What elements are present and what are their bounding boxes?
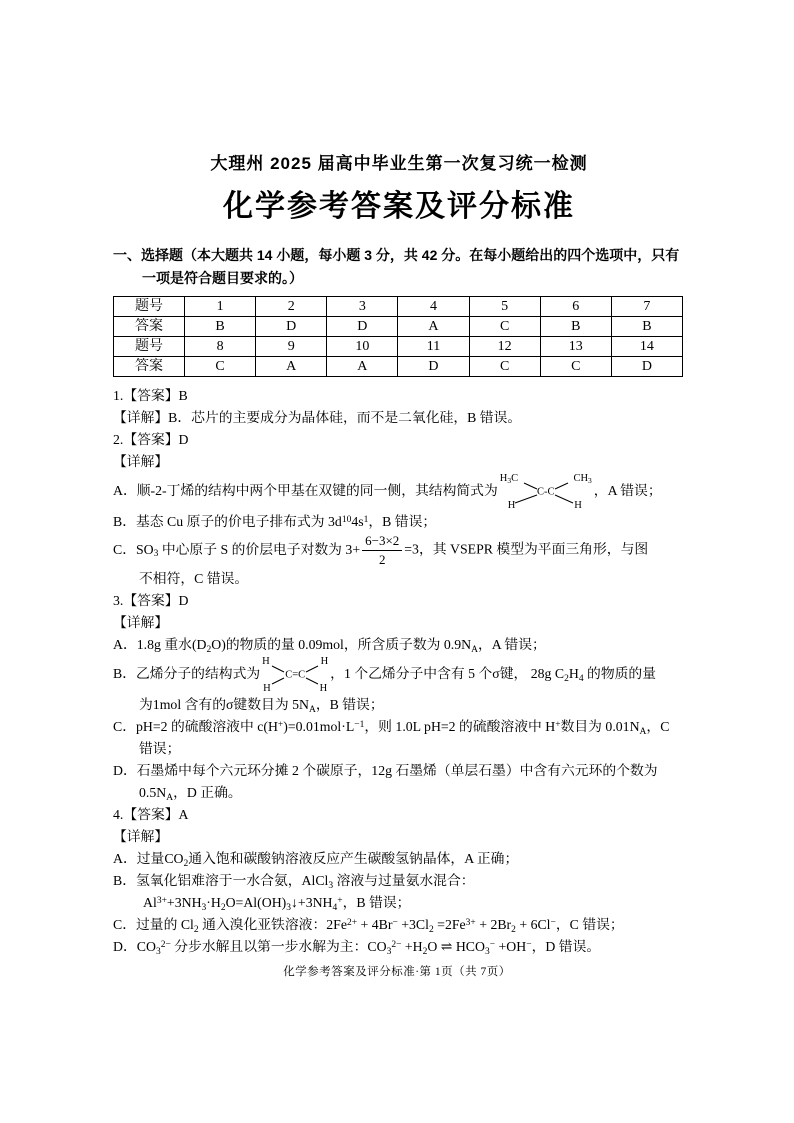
- carbon-backbone-label: C=C: [285, 669, 306, 681]
- table-header-cell: 题号: [114, 297, 185, 317]
- q4-answer-line: 4.【答案】A: [113, 807, 189, 822]
- q3-detail-label: 【详解】: [113, 615, 169, 630]
- table-cell: 3: [327, 297, 398, 317]
- table-cell: C: [469, 317, 540, 337]
- explanations-body: [113, 385, 685, 958]
- table-cell: 11: [398, 337, 469, 357]
- table-header-cell: 题号: [114, 337, 185, 357]
- table-cell: A: [398, 317, 469, 337]
- table-cell: 7: [611, 297, 682, 317]
- q3-item-d-line2: $0.5N_A$，D 正确。: [139, 785, 242, 803]
- table-cell: A: [256, 357, 327, 377]
- substituent-label: H: [263, 683, 271, 694]
- ethylene-structure: [262, 656, 328, 694]
- table-cell: C: [469, 357, 540, 377]
- table-cell: C: [540, 357, 611, 377]
- q2-item-a-text: A．顺-2-丁烯的结构中两个甲基在双键的同一侧，其结构简式为: [113, 483, 498, 499]
- substituent-label: H: [319, 683, 328, 694]
- substituent-label: H: [507, 500, 516, 511]
- table-cell: 8: [185, 337, 256, 357]
- q4-item-d: D．$CO_3^{2-}$ 分步水解且以第一步水解为主：$CO_3^{2-} +H_2O$ ⇌ $HCO_3^- +OH^-$，D 错误。: [113, 939, 601, 957]
- table-cell: D: [611, 357, 682, 377]
- table-cell: A: [327, 357, 398, 377]
- q2-item-a-tail: ，A 错误；: [593, 483, 662, 499]
- table-cell: 9: [256, 337, 327, 357]
- q2-item-c-line2: 不相符，C 错误。: [139, 571, 249, 586]
- q3-item-c: [113, 716, 685, 760]
- table-cell: D: [256, 317, 327, 337]
- fraction-denominator: 2: [378, 552, 386, 567]
- table-cell: B: [185, 317, 256, 337]
- q4-detail-label: 【详解】: [113, 829, 169, 844]
- q3-item-b-text: B．乙烯分子的结构式为: [113, 666, 261, 682]
- exam-session-title: 大理州 2025 届高中毕业生第一次复习统一检测: [210, 154, 588, 173]
- substituent-label: H: [262, 656, 270, 667]
- table-cell: C: [185, 357, 256, 377]
- q4-item-c: C．过量的 $Cl_2$ 通入溴化亚铁溶液：$2Fe^{2+} + 4Br^- +3Cl_2 =2Fe^{3+} + 2Br_2 + 6Cl^-$，C 错误；: [113, 917, 624, 935]
- table-cell: 1: [185, 297, 256, 317]
- table-cell: D: [398, 357, 469, 377]
- section-heading: [113, 244, 685, 290]
- carbon-backbone-label: C-C: [537, 486, 555, 498]
- section-heading-line2: 一项是符合题目要求的。）: [142, 270, 303, 286]
- answer-table: [113, 296, 683, 377]
- q1-answer-line: 1.【答案】B: [113, 388, 188, 403]
- table-header-cell: 答案: [114, 357, 185, 377]
- page-content: [113, 152, 685, 958]
- q3-item-c-line2: 错误；: [139, 741, 181, 756]
- q3-answer-line: 3.【答案】D: [113, 593, 189, 608]
- table-cell: 10: [327, 337, 398, 357]
- q3-item-b-line1-end: ，1 个乙烯分子中含有 5 个σ键， 28g $C_2H_4$ 的物质的量: [330, 666, 657, 684]
- table-cell: D: [327, 317, 398, 337]
- table-cell: 14: [611, 337, 682, 357]
- table-header-cell: 答案: [114, 317, 185, 337]
- table-cell: 12: [469, 337, 540, 357]
- q2-item-a: [113, 473, 685, 511]
- q1-detail-line: 【详解】B．芯片的主要成分为晶体硅，而不是二氧化硅，B 错误。: [113, 410, 522, 425]
- substituent-label: H: [574, 500, 582, 511]
- substituent-label: $H_3C$: [499, 473, 519, 485]
- table-row: [114, 337, 683, 357]
- table-cell: 4: [398, 297, 469, 317]
- substituent-label: $CH_3$: [573, 473, 592, 485]
- table-cell: B: [611, 317, 682, 337]
- table-cell: 13: [540, 337, 611, 357]
- q3-item-b: [113, 656, 685, 716]
- q3-item-d-line1: D．石墨烯中每个六元环分摊 2 个碳原子，12g 石墨烯（单层石墨）中含有六元环的个数为: [113, 763, 658, 778]
- q4-item-a: A．过量$CO_2$通入饱和碳酸钠溶液反应产生碳酸氢钠晶体，A 正确；: [113, 851, 519, 869]
- q2-item-c-line1-end: =3，其 VSEPR 模型为平面三角形，与图: [404, 541, 649, 557]
- q3-item-d: [113, 760, 685, 804]
- substituent-label: H: [320, 656, 329, 667]
- q2-detail-label: 【详解】: [113, 454, 169, 469]
- electron-pair-fraction: [362, 533, 402, 568]
- table-cell: 2: [256, 297, 327, 317]
- table-cell: B: [540, 317, 611, 337]
- page-title: 化学参考答案及评分标准: [223, 190, 575, 223]
- q3-item-a: A．1.8g 重水$(D_2O)$的物质的量 0.09mol，所含质子数为 $0.9N_A$，A 错误；: [113, 637, 546, 655]
- cis-2-butene-structure: [500, 473, 592, 511]
- section-heading-line1: 一、选择题（本大题共 14 小题，每小题 3 分，共 42 分。在每小题给出的四个选项中，只有: [113, 247, 680, 263]
- q2-item-b: B．基态 Cu 原子的价电子排布式为 $3d^{10}4s^1$，B 错误；: [113, 514, 437, 529]
- q2-item-c: [113, 533, 685, 590]
- page-footer: 化学参考答案及评分标准·第 1页（共 7页）: [283, 966, 511, 978]
- q4-item-b: B．氢氧化铝难溶于一水合氨，AlCl$_3$ 溶液与过量氨水混合：: [113, 873, 475, 891]
- table-row: [114, 297, 683, 317]
- q2-item-c-text: C．$SO_3$ 中心原子 S 的价层电子对数为 3+: [113, 541, 361, 560]
- q4-item-b-equation: $Al^{3+}+3NH_3\cdot H_2O=Al(OH)_3↓+3NH_4^+$，B 错误；: [143, 895, 411, 913]
- table-row: [114, 317, 683, 337]
- q2-answer-line: 2.【答案】D: [113, 432, 189, 447]
- table-cell: 5: [469, 297, 540, 317]
- table-cell: 6: [540, 297, 611, 317]
- q3-item-c-line1: C．pH=2 的硫酸溶液中 $c(H^+)=0.01mol\cdot L^{-1}$，则 1.0L pH=2 的硫酸溶液中 H+数目为 $0.01N_A$，C: [113, 719, 670, 737]
- q3-item-b-line2: 为1mol 含有的σ键数目为 $5N_A$，B 错误；: [139, 697, 384, 715]
- table-row: [114, 357, 683, 377]
- fraction-numerator: 6−3×2: [362, 533, 402, 551]
